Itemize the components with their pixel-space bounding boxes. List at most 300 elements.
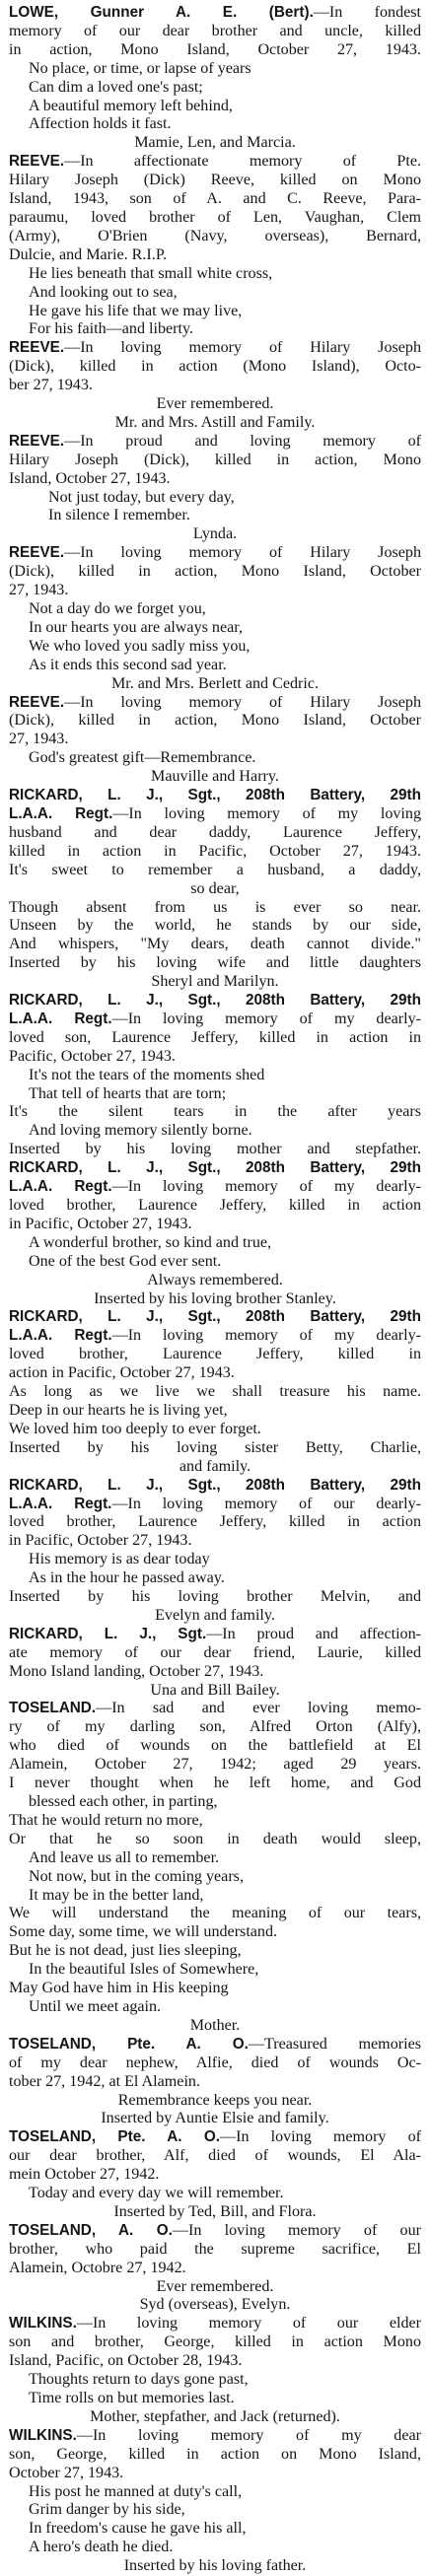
notice-text: in Pacific, October 27, 1943. <box>9 1532 192 1550</box>
notice-text-line <box>9 507 421 525</box>
notice-heading-line <box>9 2315 421 2333</box>
notice-text-line <box>9 115 421 134</box>
notice-text: Pacific, October 27, 1943. <box>9 1047 176 1065</box>
notice-text-line <box>9 1961 421 1980</box>
notice-text: As it ends this second sad year. <box>29 656 227 673</box>
notice-text-line <box>9 1234 421 1253</box>
notice-text: —In loving memory of my dear <box>76 2426 421 2444</box>
notice-text: blessed each other, in parting, <box>29 1793 218 1810</box>
notice-text: Mother, stepfather, and Jack (returned). <box>90 2407 340 2425</box>
notice-text: —In loving memory of my dearly- <box>111 1327 421 1345</box>
notice-name: RICKARD, L. J., Sgt., 208th Battery, 29th <box>9 1308 421 1326</box>
notice-name: REEVE. <box>9 693 65 711</box>
notice-text: Not now, but in the coming years, <box>29 1867 244 1885</box>
memorial-notice <box>9 2036 421 2129</box>
notice-heading-line <box>9 1626 421 1644</box>
notice-text: Affection holds it fast. <box>29 115 172 133</box>
memorial-notice <box>9 339 421 433</box>
notice-text: Mauville and Harry. <box>151 768 279 786</box>
notice-text: Alamein, Octobre 27, 1942. <box>9 2259 186 2276</box>
notice-text-line <box>9 2241 421 2260</box>
notice-name: REEVE. <box>9 432 65 450</box>
notice-text: —In sad and ever loving memo- <box>96 1700 421 1717</box>
memorial-notice <box>9 1626 421 1701</box>
notice-text: But he is not dead, just lies sleeping, <box>9 1942 242 1960</box>
notice-text-line <box>9 843 421 862</box>
memorial-notice <box>9 1308 421 1476</box>
notice-name: TOSELAND, Pte. A. O. <box>9 2035 249 2053</box>
notice-text-line <box>9 712 421 731</box>
notice-text-line <box>9 23 421 41</box>
notice-text-line <box>9 2390 421 2408</box>
notice-text: No place, or time, or lapse of years <box>29 59 251 77</box>
notice-text-line <box>9 1103 421 1122</box>
notice-text: A hero's death he died. <box>29 2539 174 2556</box>
notice-name: L.A.A. Regt. <box>9 804 113 822</box>
memorial-notice <box>9 787 421 992</box>
notice-text: husband and dear daddy, Laurence Jeffery, <box>9 823 421 841</box>
notice-text-line <box>9 899 421 918</box>
notice-text: And leave us all to remember. <box>29 1848 220 1866</box>
notice-text: 27, 1943. <box>9 582 69 599</box>
memorial-notice <box>9 1477 421 1626</box>
notice-text-line <box>9 377 421 395</box>
notice-text-line <box>9 600 421 619</box>
notice-name: REEVE. <box>9 153 65 171</box>
notice-text: paraumu, loved brother of Len, Vaughan, Clem <box>9 208 421 226</box>
notice-text: mein October 27, 1942. <box>9 2166 160 2184</box>
notice-text-line <box>9 414 421 433</box>
notice-text-line <box>9 1644 421 1663</box>
notice-text-line <box>9 731 421 749</box>
notice-text: Can dim a loved one's past; <box>29 78 203 96</box>
notice-text-line <box>9 2147 421 2166</box>
notice-text: —In affectionate memory of Pte. <box>64 153 421 171</box>
notice-text-line <box>9 1496 421 1514</box>
notice-text: Evelyn and family. <box>155 1606 275 1624</box>
notice-text-line <box>9 1364 421 1383</box>
notice-text: —In loving memory of Hilary Joseph <box>64 339 421 357</box>
notice-text: His memory is as dear today <box>29 1551 210 1568</box>
notice-text: tober 27, 1942, at El Alamein. <box>9 2072 200 2090</box>
notice-text: May God have him in His keeping <box>9 1980 229 1997</box>
notice-text: Or that he so soon in death would sleep, <box>9 1830 421 1847</box>
notice-text-line <box>9 1029 421 1048</box>
notice-heading-line <box>9 2222 421 2241</box>
notice-text-line <box>9 1551 421 1569</box>
notice-text: memory of our dear brother and uncle, killed <box>9 22 421 39</box>
notice-text-line <box>9 2557 421 2576</box>
notice-text-line <box>9 1607 421 1626</box>
notice-text: Though absent from us is ever so near. <box>9 898 421 916</box>
notice-text-line <box>9 265 421 284</box>
notice-text-line <box>9 2483 421 2502</box>
notice-text: Inserted by his loving brother Stanley. <box>94 1289 336 1307</box>
notice-text: It's not the tears of the moments shed <box>29 1066 265 1083</box>
memorial-notice <box>9 2128 421 2222</box>
notice-text-line <box>9 2371 421 2390</box>
notice-heading-line <box>9 787 421 805</box>
notice-text: Remembrance keeps you near. <box>117 2091 313 2109</box>
notice-text: Some day, some time, we will understand. <box>9 1923 278 1941</box>
notice-text-line <box>9 1290 421 1309</box>
notice-text-line <box>9 805 421 824</box>
notice-text-line <box>9 1569 421 1588</box>
notice-text-line <box>9 768 421 787</box>
notice-text: and family. <box>179 1457 251 1475</box>
memorial-notice <box>9 2427 421 2576</box>
notice-name: L.A.A. Regt. <box>9 1495 112 1512</box>
notice-text-line <box>9 2446 421 2465</box>
notice-text: In silence I remember. <box>48 507 190 524</box>
notice-text-line <box>9 563 421 582</box>
notice-text: —In loving memory of Hilary Joseph <box>64 544 421 562</box>
notice-text: In the beautiful Isles of Somewhere, <box>29 1961 259 1979</box>
notice-text: loved son, Laurence Jeffery, killed in action in <box>9 1028 421 1046</box>
notice-name: L.A.A. Regt. <box>9 1010 112 1027</box>
notice-text: Hilary Joseph (Dick), killed in action, Mono <box>9 451 421 468</box>
notice-text: Inserted by his loving mother and stepfather. <box>9 1141 421 1158</box>
notice-text: As long as we live we shall treasure his name. <box>9 1383 421 1401</box>
notice-name: L.A.A. Regt. <box>9 1178 112 1196</box>
notice-text: Ever remembered. <box>156 395 274 413</box>
notice-text-line <box>9 2185 421 2203</box>
notice-text: ry of my darling son, Alfred Orton (Alfy), <box>9 1718 421 1736</box>
notice-text: Unseen by the world, he stands by our side, <box>9 917 421 935</box>
notice-name: TOSELAND. <box>9 1700 97 1717</box>
notice-text-line <box>9 1141 421 1159</box>
notice-text-line <box>9 395 421 414</box>
notice-text: A wonderful brother, so kind and true, <box>29 1233 272 1251</box>
notice-text: Island, Pacific, on October 28, 1943. <box>9 2352 243 2370</box>
notice-text: He lies beneath that small white cross, <box>29 264 273 282</box>
notice-text: Mamie, Len, and Marcia. <box>134 134 296 152</box>
notice-text: And looking out to sea, <box>29 283 178 301</box>
notice-text: In freedom's cause he gave his all, <box>29 2520 247 2538</box>
notice-name: LOWE, Gunner A. E. (Bert). <box>9 4 314 21</box>
notice-text-line <box>9 2110 421 2128</box>
notice-text-line <box>9 470 421 489</box>
notice-text-line <box>9 525 421 544</box>
memorial-notice <box>9 992 421 1159</box>
notice-text: God's greatest gift—Remembrance. <box>29 749 256 767</box>
notice-text-line <box>9 1793 421 1812</box>
notice-text-line <box>9 2501 421 2520</box>
notice-text: Dulcie, and Marie. R.I.P. <box>9 245 168 263</box>
notice-text-line <box>9 2408 421 2427</box>
notice-text: —In loving memory of <box>220 2128 421 2146</box>
notice-heading-line <box>9 2427 421 2446</box>
notice-text-line <box>9 60 421 79</box>
notice-text: In our hearts you are always near, <box>29 618 243 636</box>
notice-text-line <box>9 2520 421 2539</box>
notice-heading-line <box>9 433 421 452</box>
notice-text: It's the silent tears in the after years <box>9 1103 421 1121</box>
notice-text: He gave his life that we may live, <box>29 302 243 319</box>
notice-text-line <box>9 1942 421 1961</box>
notice-name: TOSELAND, A. O. <box>9 2221 173 2239</box>
notice-heading-line <box>9 1159 421 1178</box>
notice-text-line <box>9 1216 421 1234</box>
notice-text: of my dear nephew, Alfie, died of wounds Oc- <box>9 2054 421 2071</box>
notice-text-line <box>9 1663 421 1682</box>
notice-text: —In proud and affection- <box>206 1625 421 1642</box>
notice-text-line <box>9 1588 421 1607</box>
notice-name: RICKARD, L. J., Sgt., 208th Battery, 29th <box>9 1159 421 1177</box>
notice-text: As in the hour he passed away. <box>29 1569 225 1587</box>
notice-text: killed in action in Pacific, October 27, 1943. <box>9 842 421 860</box>
notice-text-line <box>9 1513 421 1532</box>
notice-name: RICKARD, L. J., Sgt. <box>9 1625 207 1642</box>
notice-text: October 27, 1943. <box>9 2464 124 2481</box>
notice-heading-line <box>9 1700 421 1718</box>
notice-name: REEVE. <box>9 339 65 357</box>
notice-text: our dear brother, Alf, died of wounds, El Ala- <box>9 2147 421 2165</box>
notice-text-line <box>9 134 421 153</box>
notice-text-line <box>9 358 421 377</box>
notice-heading-line <box>9 339 421 358</box>
notice-text: It's sweet to remember a husband, a daddy, <box>9 861 421 878</box>
notice-text-line <box>9 1923 421 1942</box>
notice-text: —In fondest <box>313 4 421 21</box>
notice-heading-line <box>9 153 421 172</box>
notice-text-line <box>9 1737 421 1756</box>
notice-text: (Army), O'Brien (Navy, overseas), Bernard, <box>9 227 421 244</box>
notice-text-line <box>9 1998 421 2017</box>
notice-text: And whispers, "My dears, death cannot divide." <box>9 936 421 953</box>
notice-text-line <box>9 2203 421 2222</box>
notice-text-line <box>9 1756 421 1775</box>
notice-text-line <box>9 1682 421 1701</box>
memorial-notice <box>9 433 421 544</box>
notice-text-line <box>9 954 421 973</box>
notice-text: who died of wounds on the battlefield at El <box>9 1737 421 1755</box>
notice-text: loved brother, Laurence Jeffery, killed in action <box>9 1197 421 1214</box>
notice-text-line <box>9 675 421 694</box>
notice-text: That tell of hearts that are torn; <box>29 1084 227 1102</box>
notice-text: (Dick), killed in action, Mono Island, October <box>9 563 421 581</box>
notice-text-line <box>9 98 421 116</box>
memorial-notice <box>9 2222 421 2316</box>
notice-text: ate memory of our dear friend, Laurie, killed <box>9 1643 421 1661</box>
notice-heading-line <box>9 992 421 1010</box>
notice-text-line <box>9 1346 421 1364</box>
notice-text-line <box>9 1812 421 1831</box>
notice-text-line <box>9 320 421 339</box>
notice-text: We loved him too deeply to ever forget. <box>9 1420 261 1437</box>
notice-text: Mother. <box>189 2016 241 2034</box>
notice-text: brother, who paid the supreme sacrifice, El <box>9 2240 421 2258</box>
notice-text: —In loving memory of my loving <box>112 804 421 822</box>
notice-text-line <box>9 1887 421 1906</box>
notice-text: Island, 1943, son of A. and C. Reeve, Para- <box>9 190 421 208</box>
notice-text-line <box>9 1849 421 1868</box>
notice-text-line <box>9 2166 421 2185</box>
notice-text-line <box>9 190 421 209</box>
notice-text: Until we meet again. <box>29 1997 162 2015</box>
notice-text-line <box>9 452 421 470</box>
notice-text-line <box>9 1122 421 1141</box>
notice-text-line <box>9 2260 421 2278</box>
notice-text: Inserted by Ted, Bill, and Flora. <box>113 2202 317 2220</box>
notice-text: —In loving memory of my dearly- <box>111 1178 421 1196</box>
notice-text-line <box>9 1178 421 1197</box>
memorial-notice <box>9 694 421 788</box>
notice-text-line <box>9 1905 421 1923</box>
notice-text-line <box>9 2054 421 2073</box>
notice-text-line <box>9 824 421 843</box>
notice-text-line <box>9 2352 421 2371</box>
notice-text: It may be in the better land, <box>29 1886 204 1904</box>
memorial-notice <box>9 4 421 153</box>
notice-heading-line <box>9 1477 421 1496</box>
notice-text-line <box>9 1439 421 1458</box>
notice-text: Mono Island landing, October 27, 1943. <box>9 1662 264 1680</box>
notice-text: His post he manned at duty's call, <box>29 2482 243 2500</box>
notice-text-line <box>9 79 421 98</box>
notice-text-line <box>9 917 421 936</box>
notice-text-line <box>9 1718 421 1737</box>
notice-text: Thoughts return to days gone past, <box>29 2371 249 2389</box>
notice-name: RICKARD, L. J., Sgt., 208th Battery, 29th <box>9 1476 421 1494</box>
notice-text: son and brother, George, killed in action Mono <box>9 2333 421 2351</box>
notice-text-line <box>9 1327 421 1346</box>
notice-text: —In loving memory of our dearly- <box>111 1495 421 1512</box>
notice-text-line <box>9 1048 421 1067</box>
notice-text-line <box>9 1421 421 1439</box>
notice-heading-line <box>9 544 421 563</box>
notice-text: I never thought when he left home, and God <box>9 1775 421 1792</box>
notice-text-line <box>9 1980 421 1998</box>
notice-name: WILKINS. <box>9 2315 77 2332</box>
notice-text-line <box>9 1067 421 1085</box>
memorial-notice <box>9 544 421 693</box>
notice-text-line <box>9 2092 421 2111</box>
notice-text-line <box>9 1532 421 1551</box>
notice-text-line <box>9 1775 421 1793</box>
notice-text: —In proud and loving memory of <box>64 432 421 450</box>
notice-text: Sheryl and Marilyn. <box>151 973 279 991</box>
notice-text: Lynda. <box>192 525 238 543</box>
notice-heading-line <box>9 2128 421 2147</box>
notice-text-line <box>9 619 421 638</box>
notice-text: ber 27, 1943. <box>9 377 93 394</box>
notice-text: loved brother, Laurence Jeffery, killed in action <box>9 1513 421 1531</box>
notice-text: —In loving memory of my dearly- <box>111 1010 421 1027</box>
notice-text-line <box>9 862 421 880</box>
notice-text-line <box>9 749 421 768</box>
notice-text: That he would return no more, <box>9 1811 203 1829</box>
notice-text-line <box>9 880 421 899</box>
notice-text: Hilary Joseph (Dick) Reeve, killed on Mono <box>9 172 421 189</box>
notice-text: (Dick), killed in action, Mono Island, October <box>9 712 421 730</box>
notice-text-line <box>9 2465 421 2483</box>
notice-text: One of the best God ever sent. <box>29 1252 222 1270</box>
notice-text: action in Pacific, October 27, 1943. <box>9 1364 235 1382</box>
notice-text-line <box>9 973 421 992</box>
notice-text: Island, October 27, 1943. <box>9 469 171 487</box>
notice-text: so dear, <box>190 879 240 897</box>
notice-text-line <box>9 2073 421 2092</box>
notice-text-line <box>9 657 421 675</box>
notice-text-line <box>9 209 421 228</box>
notice-text: in action, Mono Island, October 27, 1943. <box>9 40 421 58</box>
notice-text-line <box>9 1197 421 1216</box>
notice-text: Not a day do we forget you, <box>29 600 206 617</box>
notice-text: Mr. and Mrs. Astill and Family. <box>114 413 316 431</box>
notice-name: RICKARD, L. J., Sgt., 208th Battery, 29th <box>9 992 421 1010</box>
notice-text: Inserted by his loving brother Melvin, and <box>9 1588 421 1606</box>
notice-text-line <box>9 2017 421 2036</box>
notice-text-line <box>9 1458 421 1477</box>
notice-text: Time rolls on but memories last. <box>29 2390 235 2406</box>
notice-text: We will understand the meaning of our tears, <box>9 1905 421 1922</box>
notice-text-line <box>9 228 421 246</box>
notice-text: Inserted by his loving sister Betty, Charlie, <box>9 1438 421 1456</box>
notice-text: Inserted by Auntie Elsie and family. <box>101 2110 329 2127</box>
notice-text: son, George, killed in action on Mono Island, <box>9 2445 421 2463</box>
notice-text: Inserted by his loving father. <box>123 2557 307 2575</box>
notice-heading-line <box>9 2036 421 2054</box>
notice-text-line <box>9 41 421 60</box>
notice-text: Syd (overseas), Evelyn. <box>139 2296 291 2314</box>
notice-text-line <box>9 1402 421 1421</box>
memorial-notice <box>9 2315 421 2426</box>
notice-text: in Pacific, October 27, 1943. <box>9 1215 192 1232</box>
notice-text: Una and Bill Bailey. <box>150 1681 280 1699</box>
notice-text: —Treasured memories <box>248 2035 421 2053</box>
notice-text: —In loving memory of our elder <box>76 2315 421 2332</box>
notice-text: And loving memory silently borne. <box>29 1122 252 1140</box>
notice-text-line <box>9 2333 421 2352</box>
notice-text: Ever remembered. <box>156 2277 274 2295</box>
notice-text-line <box>9 1085 421 1104</box>
notice-heading-line <box>9 4 421 23</box>
notice-text: loved brother, Laurence Jeffery, killed in <box>9 1346 421 1363</box>
memorial-notice <box>9 153 421 339</box>
notice-text: Mr. and Mrs. Berlett and Cedric. <box>110 674 320 692</box>
notice-name: RICKARD, L. J., Sgt., 208th Battery, 29th <box>9 787 421 804</box>
notice-text-line <box>9 489 421 508</box>
notice-text: 27, 1943. <box>9 731 69 748</box>
notice-text: We who loved you sadly miss you, <box>29 637 251 655</box>
memorial-notice <box>9 1159 421 1308</box>
notice-text-line <box>9 582 421 600</box>
notice-text: Always remembered. <box>147 1271 283 1288</box>
notice-text-line <box>9 303 421 321</box>
notice-text-line <box>9 2539 421 2557</box>
notice-text-line <box>9 1272 421 1290</box>
notice-text: A beautiful memory left behind, <box>29 97 233 114</box>
notice-text-line <box>9 246 421 265</box>
notice-text: —In loving memory of Hilary Joseph <box>64 693 421 711</box>
notice-text: For his faith—and liberty. <box>29 320 194 338</box>
notice-text-line <box>9 1253 421 1272</box>
notice-text-line <box>9 1010 421 1029</box>
notice-text-line <box>9 2278 421 2297</box>
notice-heading-line <box>9 694 421 713</box>
notice-name: WILKINS. <box>9 2426 77 2444</box>
notice-text: Today and every day we will remember. <box>29 2185 284 2202</box>
notice-text-line <box>9 2296 421 2315</box>
notice-text: Deep in our hearts he is living yet, <box>9 1401 228 1419</box>
notice-name: TOSELAND, Pte. A. O. <box>9 2128 221 2146</box>
notice-text-line <box>9 638 421 657</box>
notice-text-line <box>9 1383 421 1402</box>
notice-text-line <box>9 172 421 190</box>
notice-text-line <box>9 284 421 303</box>
notice-name: REEVE. <box>9 544 65 562</box>
